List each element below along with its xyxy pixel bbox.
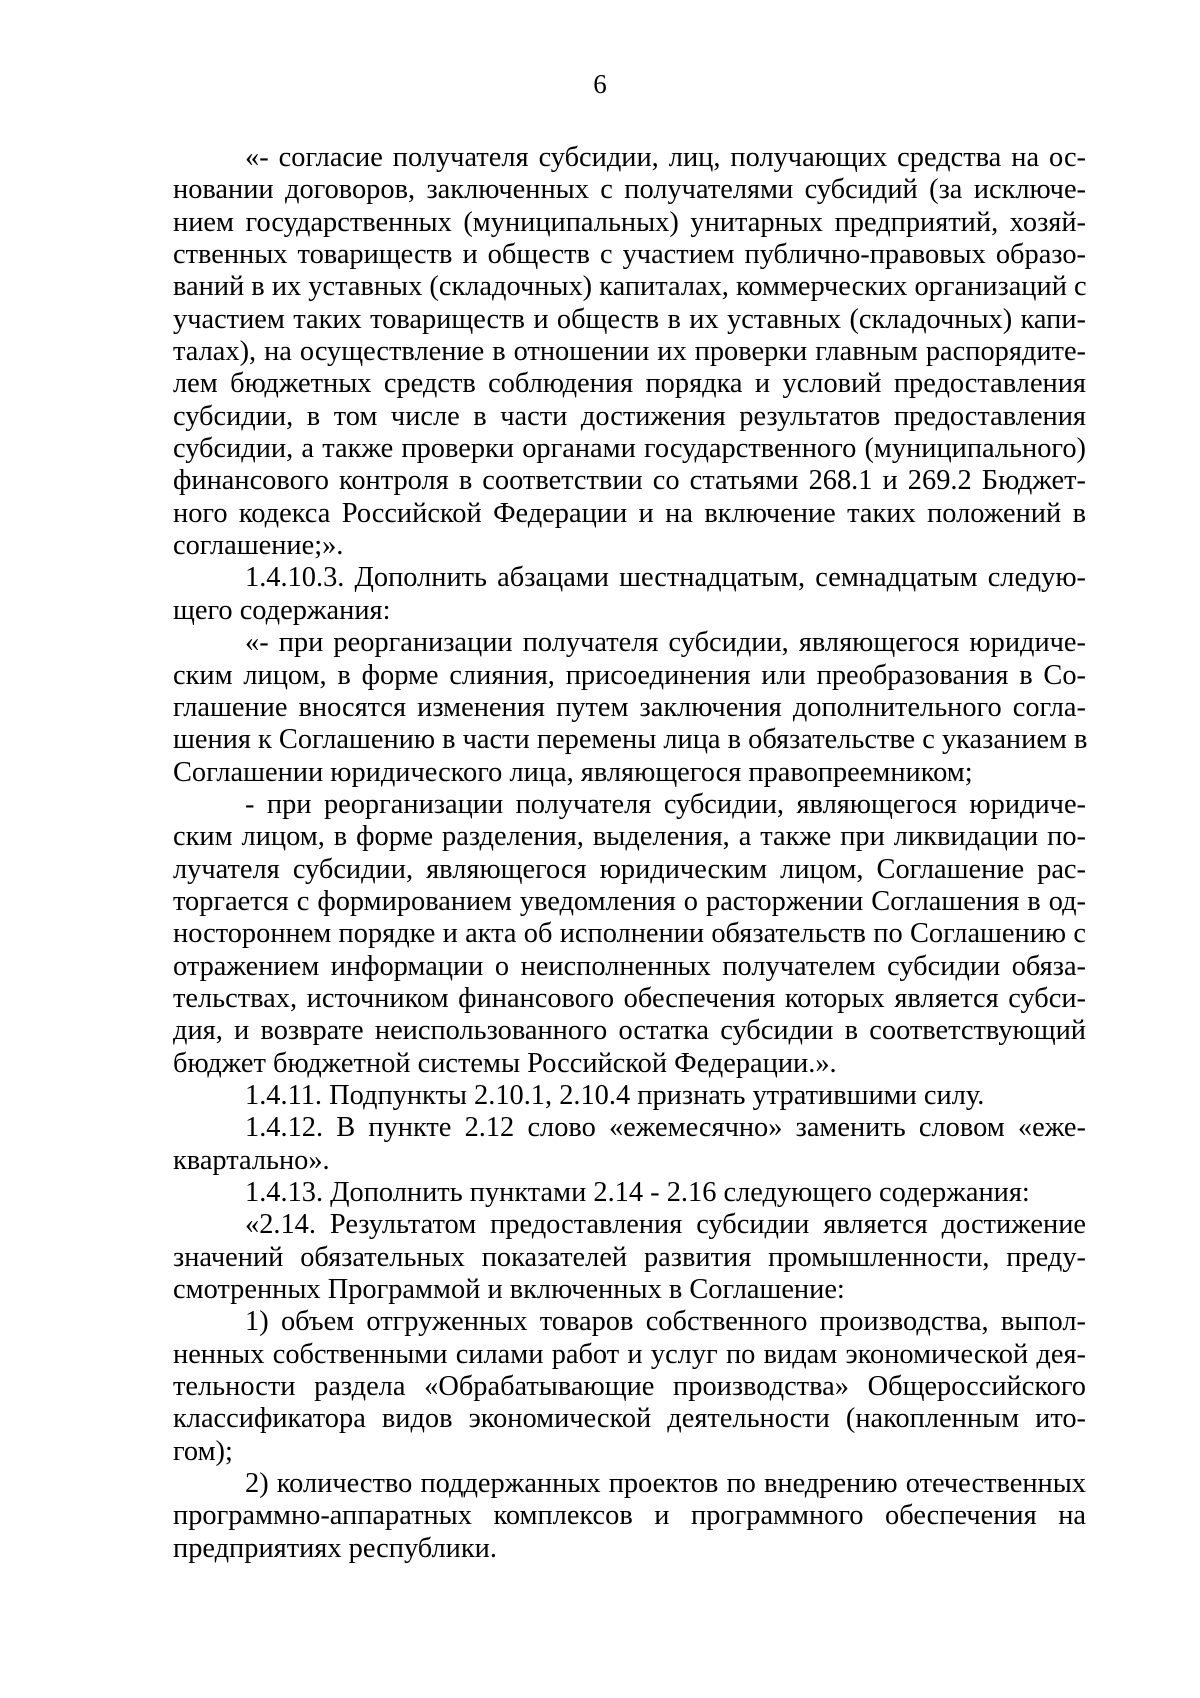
text-line: 1.4.11. Подпункты 2.10.1, 2.10.4 признать утратившими силу. [245, 1079, 985, 1111]
text-line: Соглашении юридического лица, являющегося правопреемником; [173, 756, 973, 788]
text-line: бюджет бюджетной системы Российской Федерации.». [173, 1047, 837, 1079]
text-line: 1) объем отгруженных товаров собственного производства, выпол- [245, 1306, 1086, 1338]
text-line: предприятиях республики. [173, 1532, 497, 1564]
document-body [173, 142, 1086, 1565]
text-line: «- при реорганизации получателя субсидии, являющегося юридиче- [245, 627, 1086, 659]
text-line: 1.4.13. Дополнить пунктами 2.14 - 2.16 следующего содержания: [245, 1177, 1030, 1208]
text-line: классификатора видов экономической деятельности (накопленным ито- [173, 1403, 1086, 1435]
text-line: - при реорганизации получателя субсидии, являющегося юридиче- [245, 788, 1086, 820]
text-line: нием государственных (муниципальных) унитарных предприятий, хозяй- [173, 206, 1086, 238]
text-line: талах), на осуществление в отношении их проверки главным распорядите- [173, 336, 1086, 368]
text-line: лем бюджетных средств соблюдения порядка и условий предоставления [173, 368, 1086, 400]
text-line: отражением информации о неисполненных получателем субсидии обяза- [173, 950, 1086, 982]
text-line: участием таких товариществ и обществ в их уставных (складочных) капи- [173, 303, 1086, 335]
text-line: 2) количество поддержанных проектов по внедрению отечественных [245, 1468, 1086, 1500]
text-line: тельствах, источником финансового обеспечения которых является субси- [173, 982, 1086, 1014]
text-line: лучателя субсидии, являющегося юридическим лицом, Соглашение рас- [173, 853, 1086, 885]
page-number: 6 [593, 69, 607, 99]
text-line: соглашение;». [173, 530, 344, 562]
text-line: ностороннем порядке и акта об исполнении обязательств по Соглашению с [173, 918, 1086, 950]
text-line: ненных собственными силами работ и услуг по видам экономической дея- [173, 1338, 1086, 1370]
text-line: значений обязательных показателей развития промышленности, преду- [173, 1241, 1086, 1273]
text-line: ским лицом, в форме слияния, присоединения или преобразования в Со- [173, 659, 1086, 691]
text-line: новании договоров, заключенных с получателями субсидий (за исключе- [173, 174, 1086, 206]
text-line: субсидии, а также проверки органами государственного (муниципального) [173, 433, 1086, 465]
text-line: дия, и возврате неиспользованного остатка субсидии в соответствующий [173, 1015, 1086, 1047]
text-line: щего содержания: [173, 594, 391, 626]
text-line: ваний в их уставных (складочных) капиталах, коммерческих организаций с [173, 271, 1087, 303]
text-line: тельности раздела «Обрабатывающие производства» Общероссийского [173, 1371, 1086, 1403]
text-line: квартально». [173, 1144, 330, 1176]
text-line: шения к Соглашению в части перемены лица в обязательстве с указанием в [173, 724, 1088, 756]
text-line: ственных товариществ и обществ с участием публично-правовых образо- [173, 239, 1086, 271]
text-line: ским лицом, в форме разделения, выделения, а также при ликвидации по- [173, 821, 1086, 853]
text-line: 1.4.12. В пункте 2.12 слово «ежемесячно» заменить словом «еже- [245, 1112, 1086, 1144]
text-line: «2.14. Результатом предоставления субсидии является достижение [245, 1209, 1086, 1241]
text-line: смотренных Программой и включенных в Соглашение: [173, 1274, 845, 1306]
text-line: «- согласие получателя субсидии, лиц, получающих средства на ос- [245, 142, 1086, 173]
text-line: финансового контроля в соответствии со статьями 268.1 и 269.2 Бюджет- [173, 465, 1086, 497]
text-line: программно-аппаратных комплексов и программного обеспечения на [173, 1500, 1086, 1532]
text-line: субсидии, в том числе в части достижения результатов предоставления [173, 400, 1086, 432]
text-line: глашение вносятся изменения путем заключения дополнительного согла- [173, 691, 1086, 723]
text-line: торгается с формированием уведомления о расторжении Соглашения в од- [173, 885, 1086, 917]
text-line: ного кодекса Российской Федерации и на включение таких положений в [173, 497, 1086, 529]
text-line: гом); [173, 1435, 233, 1467]
text-line: 1.4.10.3. Дополнить абзацами шестнадцатым, семнадцатым следую- [245, 562, 1086, 594]
